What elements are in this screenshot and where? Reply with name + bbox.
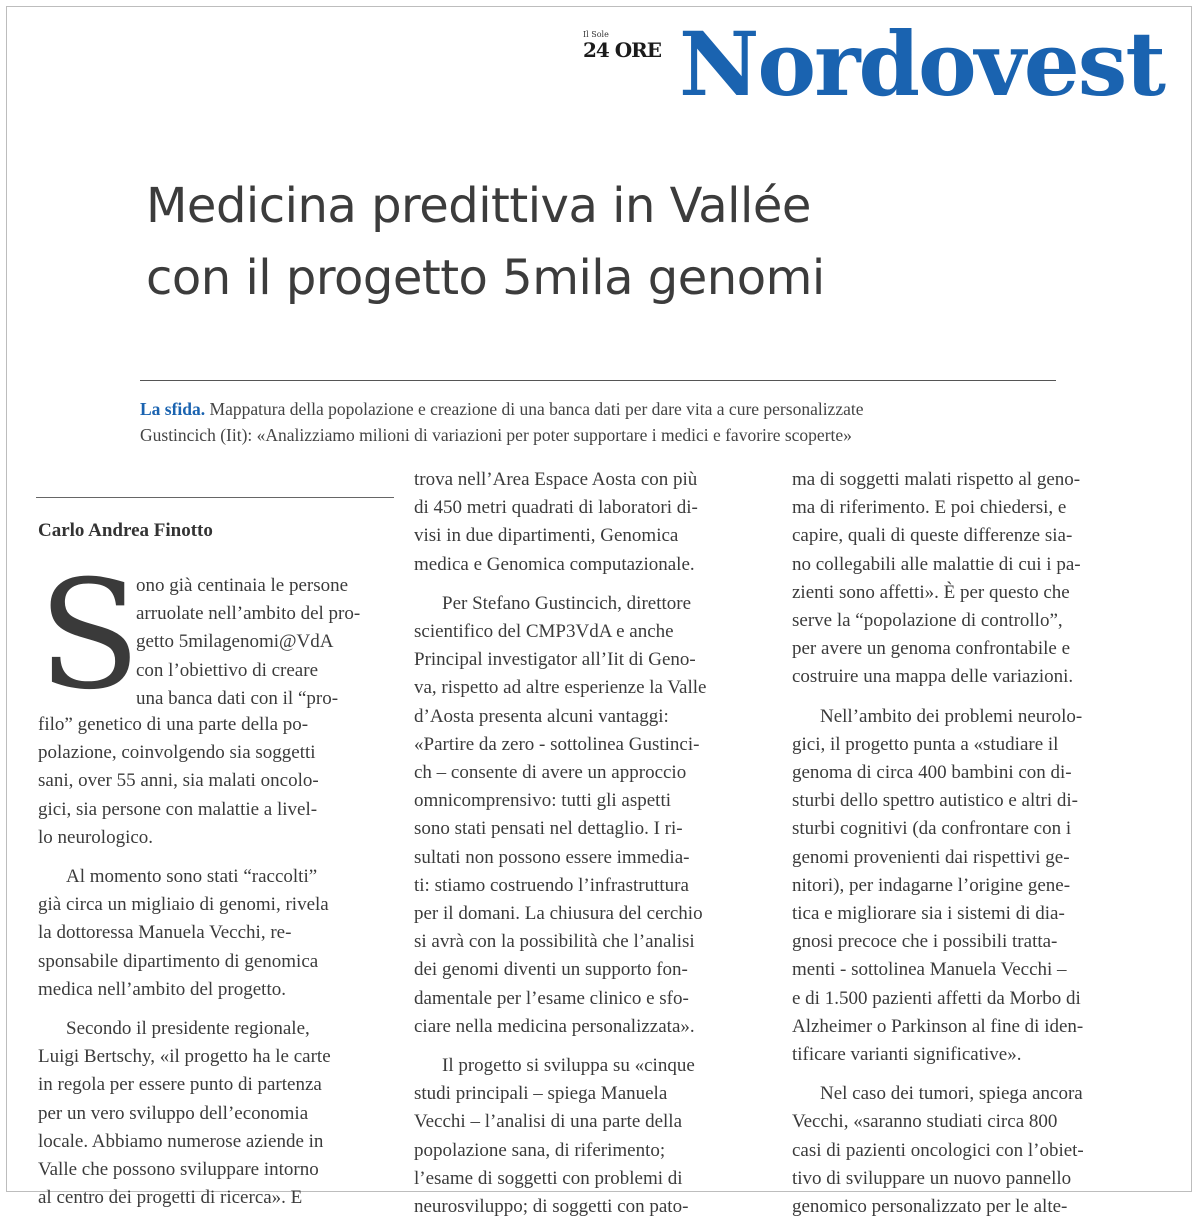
text-line: dei genomi diventi un supporto fon- (414, 959, 688, 981)
logo-small-text: Il Sole (582, 30, 609, 39)
text-line: Principal investigator all’Iit di Geno- (414, 649, 696, 671)
text-line: menti - sottolinea Manuela Vecchi – (792, 959, 1067, 981)
text-line: Vecchi, «saranno studiati circa 800 (792, 1111, 1058, 1133)
text-line: popolazione sana, di riferimento; (414, 1139, 666, 1161)
text-line: tificare varianti significative». (792, 1044, 1022, 1066)
paragraph (38, 863, 394, 1004)
text-line: «Partire da zero - sottolinea Gustinci- (414, 733, 700, 755)
text-line: con l’obiettivo di creare (136, 659, 319, 681)
article-headline (146, 170, 1066, 314)
text-line: in regola per essere punto di partenza (38, 1074, 322, 1096)
text-line: la dottoressa Manuela Vecchi, re- (38, 922, 292, 944)
logo-main-text: 24 ORE (582, 38, 662, 62)
text-line: damentale per l’esame clinico e sfo- (414, 987, 689, 1009)
text-line: Il progetto si sviluppa su «cinque (442, 1055, 695, 1077)
text-line: Alzheimer o Parkinson al fine di iden- (792, 1015, 1084, 1037)
summary-line-1 (140, 396, 1056, 422)
headline-line-2: con il progetto 5mila genomi (146, 250, 825, 306)
text-line: ma di soggetti malati rispetto al geno- (792, 469, 1081, 490)
text-line: lo neurologico. (38, 826, 154, 848)
text-line: genomi provenienti dai rispettivi ge- (792, 846, 1070, 868)
text-line: Al momento sono stati “raccolti” (66, 866, 318, 888)
paragraph (38, 711, 394, 852)
text-line: ma di riferimento. E poi chiedersi, e (792, 497, 1067, 519)
section-title: Nordovest (678, 12, 1164, 116)
text-line: nitori), per indagarne l’origine gene- (792, 874, 1071, 896)
text-line: si avrà con la possibilità che l’analisi (414, 931, 695, 953)
text-line: omnicomprensivo: tutti gli aspetti (414, 790, 672, 812)
text-line: Secondo il presidente regionale, (66, 1018, 310, 1040)
text-line: capire, quali di queste differenze sia- (792, 525, 1073, 547)
text-line: scientifico del CMP3VdA e anche (414, 621, 674, 643)
column-divider (36, 497, 394, 498)
text-line: medica e Genomica computazionale. (414, 553, 695, 575)
text-line: per avere un genoma confrontabile e (792, 638, 1071, 660)
text-line: sono stati pensati nel dettaglio. I ri- (414, 818, 683, 840)
text-line: Vecchi – l’analisi di una parte della (414, 1111, 683, 1133)
paragraph (414, 590, 774, 1041)
text-line: tivo di sviluppare un nuovo pannello (792, 1167, 1072, 1189)
text-line: al centro dei progetti di ricerca». E (38, 1187, 303, 1209)
text-line: sturbi dello spettro autistico e altri di- (792, 790, 1078, 812)
masthead (583, 14, 1164, 124)
article-column-1 (38, 549, 394, 1223)
text-line: ch – consente di avere un approccio (414, 762, 687, 784)
text-line: getto 5milagenomi@VdA (136, 631, 334, 653)
text-line: Nell’ambito dei problemi neurolo- (820, 705, 1083, 727)
paragraph (414, 1052, 774, 1221)
text-line: gici, il progetto punta a «studiare il (792, 733, 1059, 755)
text-line: sani, over 55 anni, sia malati oncolo- (38, 770, 319, 792)
byline: Carlo Andrea Finotto (38, 520, 213, 541)
summary-line-2: Gustincich (Iit): «Analizziamo milioni di variazioni per poter supportare i medici e favorire scoperte» (140, 425, 852, 445)
text-line: casi di pazienti oncologici con l’obiet- (792, 1139, 1084, 1161)
text-line: gnosi precoce che i possibili tratta- (792, 931, 1058, 953)
text-line: genomico personalizzato per le alte- (792, 1196, 1068, 1218)
text-line: per il domani. La chiusura del cerchio (414, 903, 703, 925)
article-column-3 (792, 466, 1160, 1232)
text-line: Per Stefano Gustincich, direttore (442, 592, 692, 614)
text-line: sponsabile dipartimento di genomica (38, 950, 319, 972)
text-line: già circa un migliaio di genomi, rivela (38, 894, 329, 916)
text-line: visi in due dipartimenti, Genomica (414, 525, 679, 547)
text-line: per un vero sviluppo dell’economia (38, 1102, 309, 1124)
text-line: studi principali – spiega Manuela (414, 1083, 668, 1105)
text-line: ono già centinaia le persone (136, 575, 349, 596)
opening-paragraph (38, 549, 394, 723)
text-line: serve la “popolazione di controllo”, (792, 610, 1063, 632)
text-line: tica e migliorare sia i sistemi di dia- (792, 903, 1065, 925)
text-line: polazione, coinvolgendo sia soggetti (38, 742, 316, 764)
text-line: di 450 metri quadrati di laboratori di- (414, 497, 698, 519)
text-line: sturbi cognitivi (da confrontare con i (792, 818, 1072, 840)
text-line: medica nell’ambito del progetto. (38, 978, 286, 1000)
text-line: d’Aosta presenta alcuni vantaggi: (414, 705, 669, 727)
text-line: Valle che possono sviluppare intorno (38, 1159, 319, 1181)
paragraph (792, 703, 1160, 1070)
paragraph (792, 466, 1160, 692)
text-line: Luigi Bertschy, «il progetto ha le carte (38, 1046, 331, 1068)
text-line: neurosviluppo; di soggetti con pato- (414, 1196, 689, 1218)
text-line: locale. Abbiamo numerose aziende in (38, 1130, 324, 1152)
text-line: ciare nella medicina personalizzata». (414, 1015, 695, 1037)
text-line: ti: stiamo costruendo l’infrastruttura (414, 874, 689, 896)
text-line: gici, sia persone con malattie a livel- (38, 798, 318, 820)
paragraph (792, 1080, 1160, 1221)
text-line: trova nell’Area Espace Aosta con più (414, 469, 698, 490)
article-summary (140, 396, 1056, 448)
summary-divider (140, 380, 1056, 381)
text-line: genoma di circa 400 bambini con di- (792, 762, 1072, 784)
text-line: arruolate nell’ambito del pro- (136, 603, 361, 625)
text-line: costruire una mappa delle variazioni. (792, 666, 1074, 688)
text-line: e di 1.500 pazienti affetti da Morbo di (792, 987, 1081, 1009)
text-line: no collegabili alle malattie di cui i pa- (792, 553, 1081, 575)
text-line: l’esame di soggetti con problemi di (414, 1167, 683, 1189)
article-column-2 (414, 466, 774, 1232)
text-line: Nel caso dei tumori, spiega ancora (820, 1083, 1083, 1105)
headline-line-1: Medicina predittiva in Vallée (146, 178, 811, 234)
paragraph (38, 1015, 394, 1212)
text-line: va, rispetto ad altre esperienze la Valle (414, 677, 707, 699)
text-line: sultati non possono essere immedia- (414, 846, 690, 868)
summary-lead: La sfida. (140, 399, 206, 419)
summary-text-1: Mappatura della popolazione e creazione di una banca dati per dare vita a cure personalizzate (209, 399, 864, 419)
drop-cap: S (38, 549, 141, 723)
sole-24-ore-logo (582, 30, 667, 62)
text-line: una banca dati con il “pro- (136, 687, 339, 709)
text-line: zienti sono affetti». È per questo che (792, 581, 1070, 603)
text-line: filo” genetico di una parte della po- (38, 714, 309, 736)
paragraph (414, 466, 774, 579)
